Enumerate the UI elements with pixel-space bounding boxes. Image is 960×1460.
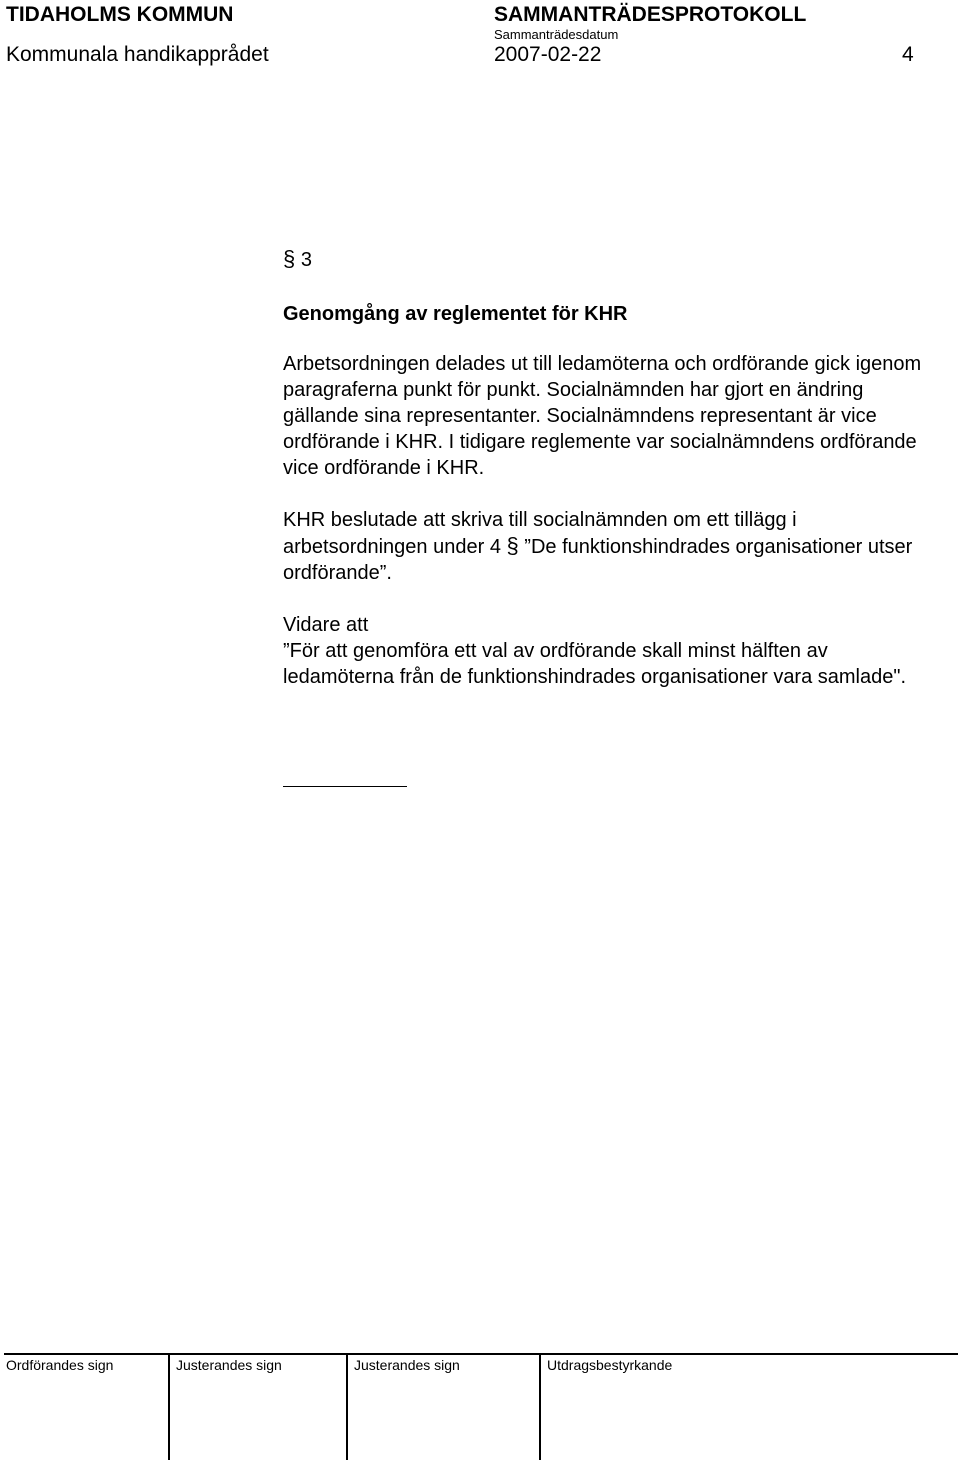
section-number <box>283 246 943 273</box>
document-type: SAMMANTRÄDESPROTOKOLL <box>494 3 807 26</box>
vidare-text: ”För att genomföra ett val av ordförande skall minst hälften av ledamöterna från de funktionshindrades organisationer vara samlade". <box>283 640 907 688</box>
section-title: Genomgång av reglementet för KHR <box>283 303 628 325</box>
meeting-date: 2007-02-22 <box>494 43 602 66</box>
footer-divider <box>168 1355 170 1460</box>
date-label: Sammanträdesdatum <box>494 27 619 42</box>
section-content <box>283 246 943 690</box>
footer-label-adjuster-sign-1: Justerandes sign <box>176 1357 282 1373</box>
committee-name: Kommunala handikapprådet <box>6 43 269 66</box>
footer-label-adjuster-sign-2: Justerandes sign <box>354 1357 460 1373</box>
vidare-label: Vidare att <box>283 614 369 636</box>
footer-label-extract-certified: Utdragsbestyrkande <box>547 1357 673 1373</box>
decision-section-symbol: § <box>506 533 519 558</box>
section-separator-line <box>283 786 407 787</box>
organization-name: TIDAHOLMS KOMMUN <box>6 3 234 26</box>
decision-paragraph <box>283 507 943 586</box>
footer-label-chair-sign: Ordförandes sign <box>6 1357 114 1373</box>
decision-text-end: ”De funktionshindrades organisationer utser ordförande”. <box>283 536 913 584</box>
footer-divider <box>346 1355 348 1460</box>
footer-divider <box>539 1355 541 1460</box>
page-number: 4 <box>902 43 914 66</box>
footer-top-rule <box>4 1353 958 1355</box>
section-symbol: § <box>283 246 296 271</box>
body-paragraph: Arbetsordningen delades ut till ledamöterna och ordförande gick igenom paragraferna punkt för punkt. Socialnämnden har gjort en ändring gällande sina representanter. Socialnämndens representant är vice ordförande i KHR. I tidigare reglemente var socialnämndens ordförande vice ordförande i KHR. <box>283 353 922 479</box>
decision-text-start: KHR beslutade att skriva till socialnämnden om ett tillägg i arbetsordningen under 4 <box>283 509 797 558</box>
section-number-value: 3 <box>300 249 312 271</box>
